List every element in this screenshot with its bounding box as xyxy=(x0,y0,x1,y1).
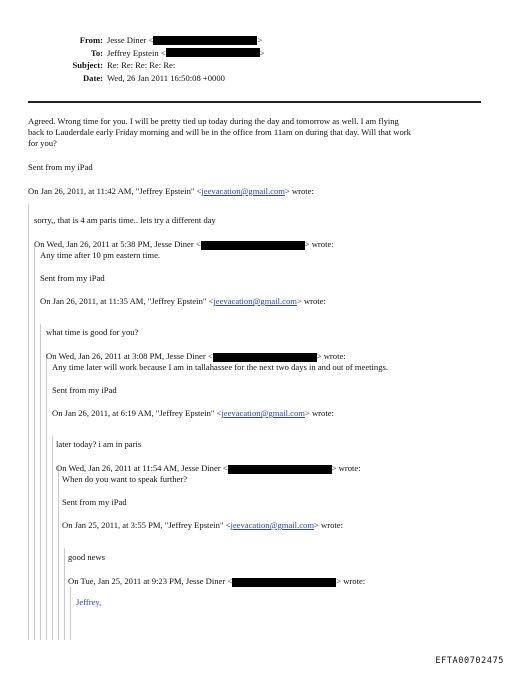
to-value: Jeffrey Epstein < xyxy=(107,47,166,58)
to-row xyxy=(34,47,334,60)
quote-header: On Wed, Jan 26, 2011 at 11:54 AM, Jesse Diner < > wrote: xyxy=(56,463,361,473)
quote-header: On Jan 26, 2011, at 6:19 AM, "Jeffrey Epstein" <jeevacation@gmail.com> wrote: xyxy=(52,408,334,418)
quote-text: what time is good for you? xyxy=(46,327,139,337)
quote-header: On Tue, Jan 25, 2011 at 9:23 PM, Jesse Diner < > wrote: xyxy=(68,576,366,586)
quote-text: later today? i am in paris xyxy=(56,439,142,449)
redaction-bar xyxy=(201,241,305,250)
quote-header: On Jan 26, 2011, at 11:42 AM, "Jeffrey Epstein" <jeevacation@gmail.com> wrote: xyxy=(28,186,314,196)
quote-bar xyxy=(70,587,71,640)
redaction-bar xyxy=(153,36,257,45)
email-link[interactable]: jeevacation@gmail.com xyxy=(201,186,285,196)
subject-value: Re: Re: Re: Re: Re: xyxy=(107,60,176,71)
from-gt: > xyxy=(257,35,263,46)
to-label: To: xyxy=(90,47,103,58)
quote-header: On Jan 26, 2011, at 11:35 AM, "Jeffrey Epstein" <jeevacation@gmail.com> wrote: xyxy=(40,296,326,306)
from-value: Jesse Diner < xyxy=(107,35,154,46)
from-row xyxy=(34,34,334,47)
from-label: From: xyxy=(79,35,103,46)
quote-header: On Jan 25, 2011, at 3:55 PM, "Jeffrey Epstein" <jeevacation@gmail.com> wrote: xyxy=(62,520,343,530)
quote-text: Jeffrey, xyxy=(76,597,102,607)
date-row xyxy=(34,72,334,85)
signature-line: Sent from my iPad xyxy=(52,385,117,395)
quote-text: Any time after 10 pm eastern time. xyxy=(40,250,161,260)
redaction-bar xyxy=(213,353,317,362)
signature-line: Sent from my iPad xyxy=(62,497,127,507)
quote-text: good news xyxy=(68,552,105,562)
body-line: back to Lauderdale early Friday morning and will be in the office from 11am on during that day. Will that work xyxy=(28,127,411,137)
body-line: for you? xyxy=(28,138,57,148)
quote-header: On Wed, Jan 26, 2011 at 3:08 PM, Jesse Diner < > wrote: xyxy=(46,351,346,361)
signature-line: Sent from my iPad xyxy=(28,162,93,172)
quote-bar xyxy=(34,246,35,640)
redaction-bar xyxy=(232,578,336,587)
header-divider xyxy=(28,101,481,103)
email-link[interactable]: jeevacation@gmail.com xyxy=(221,408,305,418)
date-value: Wed, 26 Jan 2011 16:50:08 +0000 xyxy=(107,72,225,83)
quote-text: Any time later will work because I am in tallahassee for the next two days in and out of meetings. xyxy=(52,362,389,372)
quote-bar xyxy=(46,354,47,640)
quote-bar xyxy=(40,324,41,640)
quote-bar xyxy=(64,548,65,640)
email-link[interactable]: jeevacation@gmail.com xyxy=(230,520,315,530)
quote-bar xyxy=(58,466,59,640)
redaction-bar xyxy=(228,465,332,474)
date-label: Date: xyxy=(82,72,103,83)
email-header xyxy=(34,34,334,84)
subject-label: Subject: xyxy=(72,60,103,71)
subject-row xyxy=(34,59,334,72)
quote-header: On Wed, Jan 26, 2011 at 5:38 PM, Jesse Diner < > wrote: xyxy=(34,239,334,249)
quote-bar xyxy=(52,436,53,640)
document-id: EFTA00702475 xyxy=(435,655,504,666)
signature-line: Sent from my iPad xyxy=(40,273,105,283)
redaction-bar xyxy=(166,48,260,57)
body-line: Agreed. Wrong time for you. I will be pretty tied up today during the day and tomorrow as well. I am flying xyxy=(28,116,399,126)
quote-text: When do you want to speak further? xyxy=(62,474,188,484)
email-link[interactable]: jeevacation@gmail.com xyxy=(213,296,297,306)
quote-text: sorry,, that is 4 am paris time.. lets try a different day xyxy=(34,215,216,225)
quote-bar xyxy=(28,204,29,640)
to-gt: > xyxy=(259,47,265,58)
